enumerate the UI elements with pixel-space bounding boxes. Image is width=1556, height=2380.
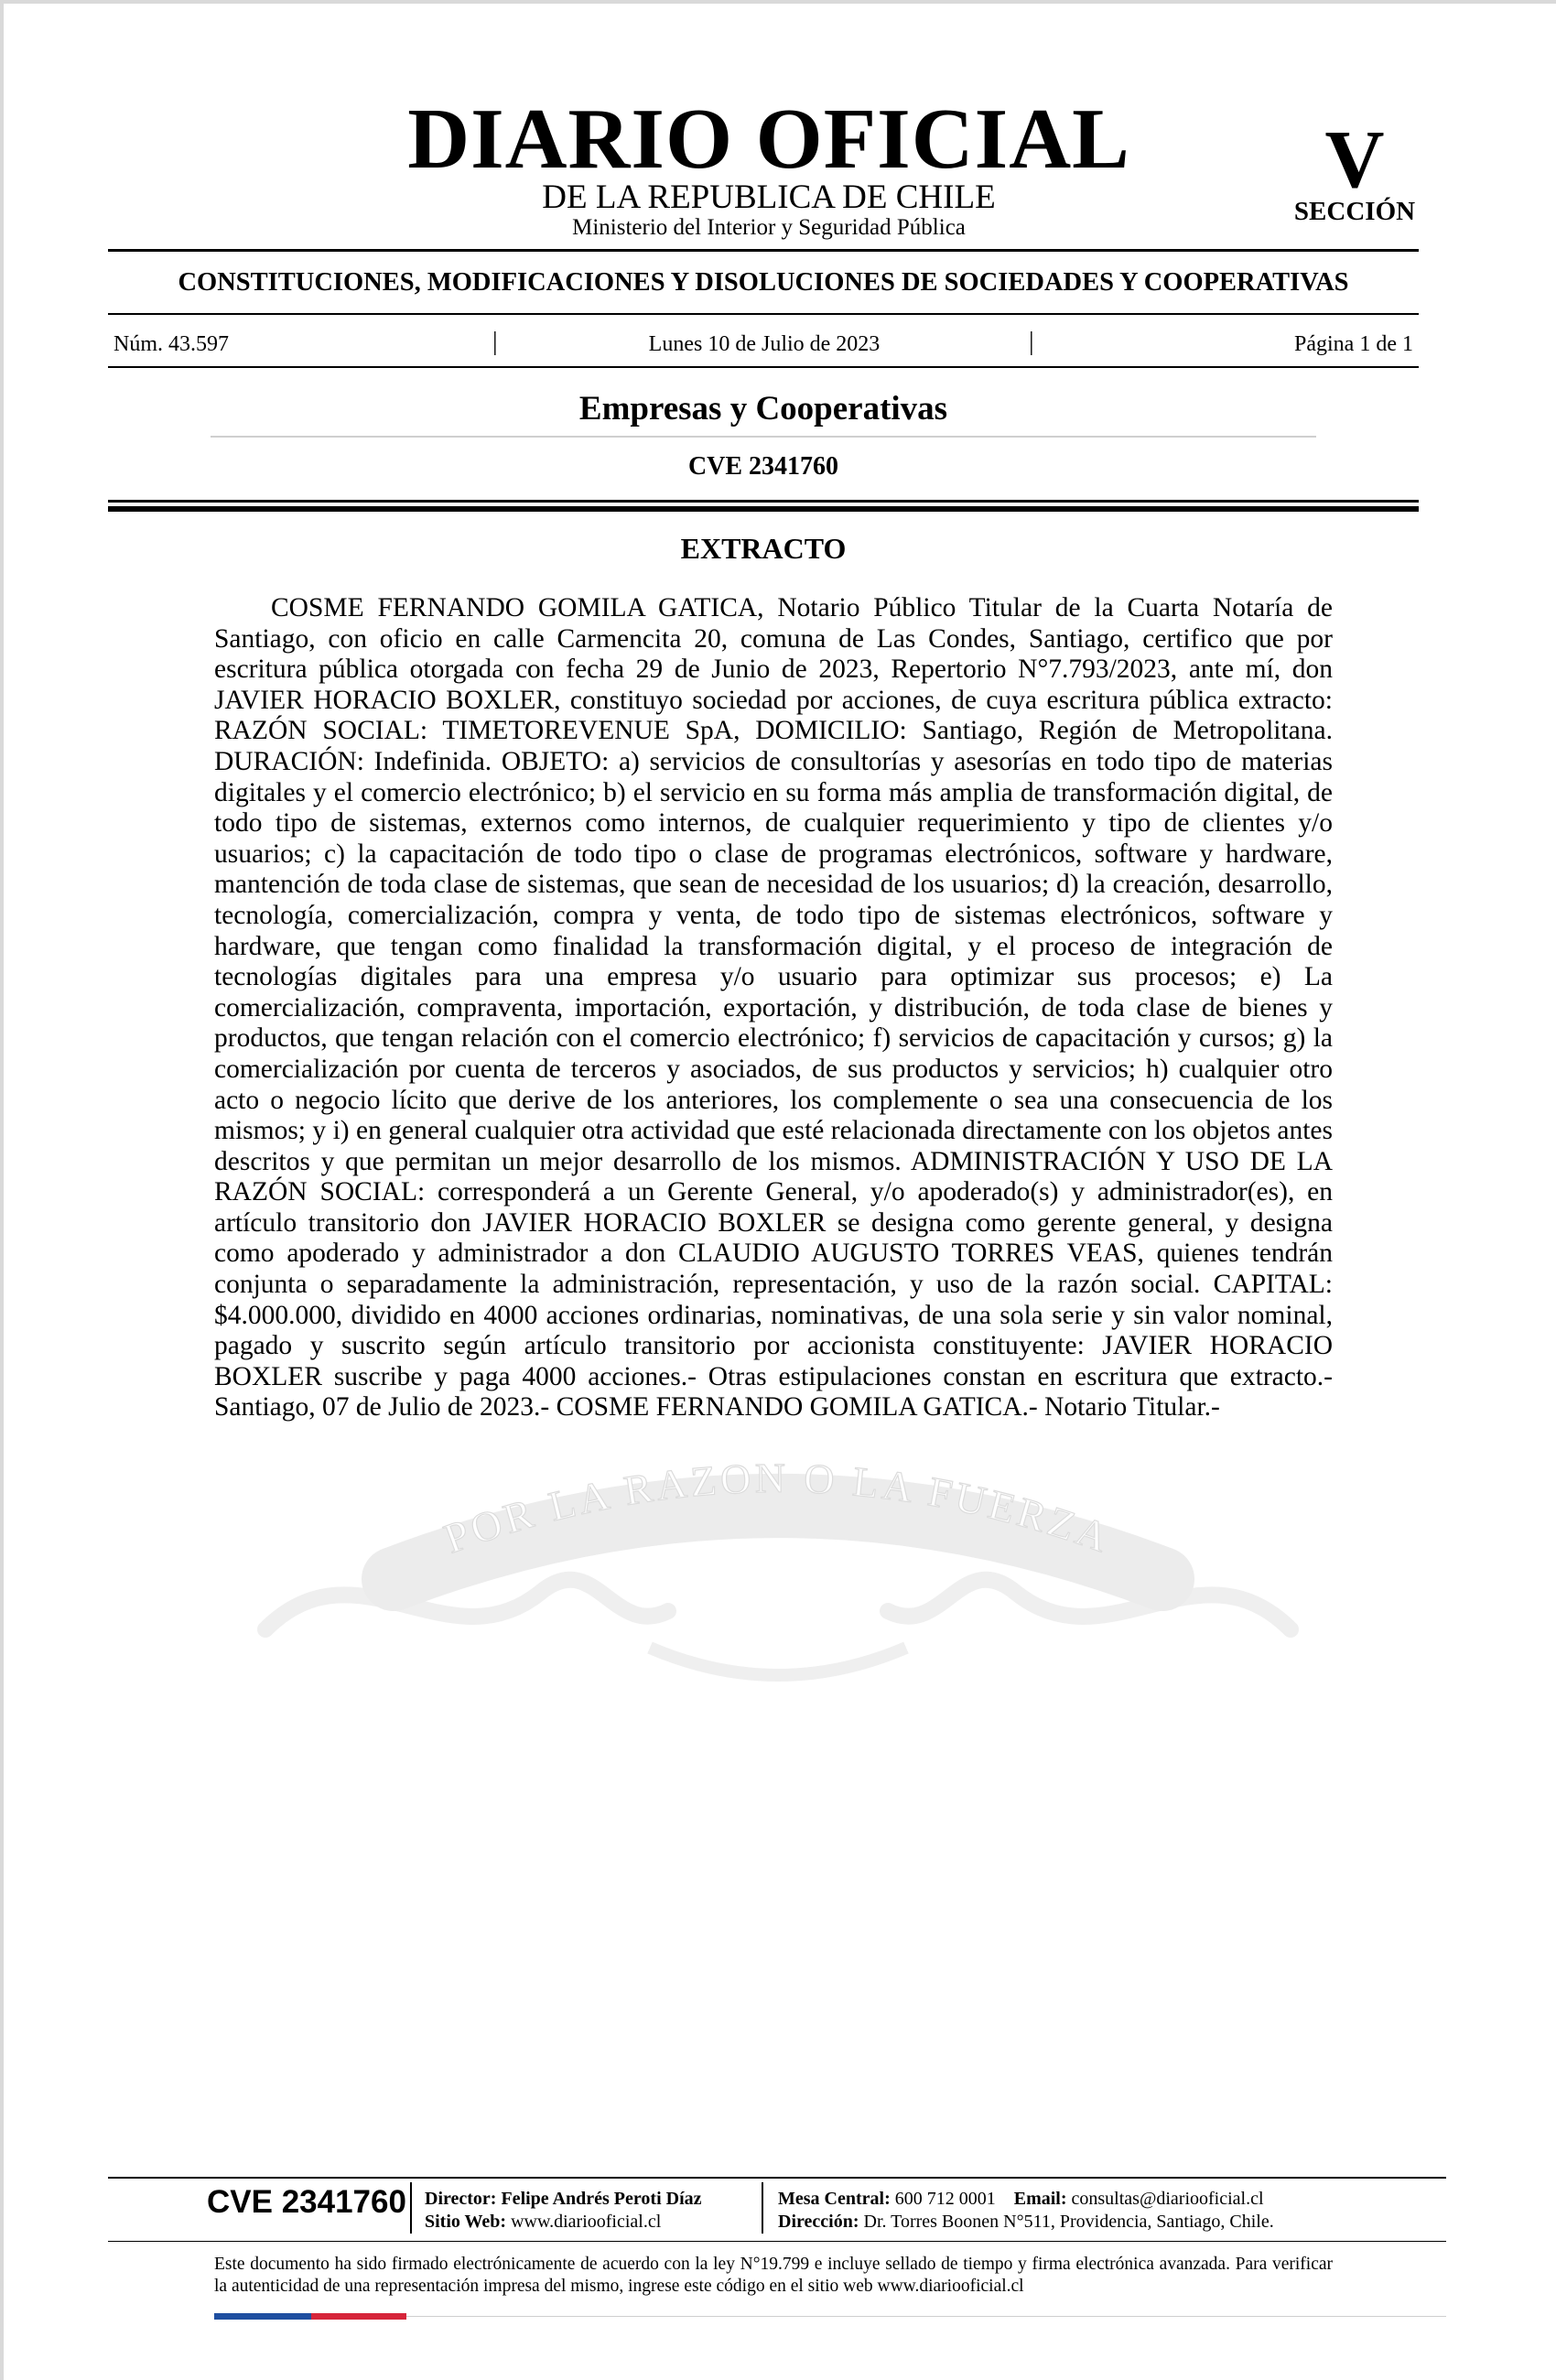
coat-of-arms-watermark <box>211 1428 1345 1703</box>
footer-divider <box>410 2182 412 2234</box>
footer-contact-col <box>778 2188 1274 2234</box>
section-word: SECCIÓN <box>1293 197 1416 226</box>
section-letter: V <box>1324 114 1385 205</box>
issue-separator: | <box>492 328 498 356</box>
masthead-title: DIARIO OFICIAL <box>407 92 1130 187</box>
footer-cve-code: CVE 2341760 <box>207 2184 406 2220</box>
document-body: COSME FERNANDO GOMILA GATICA, Notario Público Titular de la Cuarta Notaría de Santiago, con oficio en calle Carmencita 20, comuna de Las Condes, Santiago, certifico que por escritura pública otorgada con fecha 29 de Junio de 2023, Repertorio N°7.793/2023, ante mí, don JAVIER HORACIO BOXLER, constituyo sociedad por acciones, de cuya escritura pública extracto: RAZÓN SOCIAL: TIMETOREVENUE SpA, DOMICILIO: Santiago, Región de Metropolitana. DURACIÓN: Indefinida. OBJETO: a) servicios de consultorías y asesorías en todo tipo de materias digitales y el comercio electrónico; b) el servicio en su forma más amplia de transformación digital, de todo tipo de sistemas, externos como internos, de cualquier requerimiento y tipo de clientes y/o usuarios; c) la capacitación de todo tipo o clase de programas electrónicos, software y hardware, mantención de toda clase de sistemas, que sean de necesidad de los usuarios; d) la creación, desarrollo, tecnología, comercialización, compra y venta, de todo tipo de sistemas electrónicos, software y hardware, que tengan como finalidad la transformación digital, y el proceso de integración de tecnologías digitales para una empresa y/o usuario para optimizar sus procesos; e) La comercialización, compraventa, importación, exportación, y distribución, de toda clase de bienes y productos, que tengan relación con el comercio electrónico; f) servicios de capacitación y cursos; g) la comercialización por cuenta de terceros y asociados, de sus productos y servicios; h) cualquier otro acto o negocio lícito que derive de los anteriores, los complemente o sea una consecuencia de los mismos; y i) en general cualquier otra actividad que esté relacionada directamente con los objetos antes descritos y que permitan un mejor desarrollo de los mismos. ADMINISTRACIÓN Y USO DE LA RAZÓN SOCIAL: corresponderá a un Gerente General, y/o apoderado(s) y administrador(es), en artículo transitorio don JAVIER HORACIO BOXLER se designa como gerente general, y designa como apoderado y administrador a don CLAUDIO AUGUSTO TORRES VEAS, quienes tendrán conjunta o separadamente la administración, representación, y uso de la razón social. CAPITAL: $4.000.000, dividido en 4000 acciones ordinarias, nominativas, de una sola serie y sin valor nominal, pagado y suscrito según artículo transitorio por accionista constituyente: JAVIER HORACIO BOXLER suscribe y paga 4000 acciones.- Otras estipulaciones constan en escritura que extracto.- Santiago, 07 de Julio de 2023.- COSME FERNANDO GOMILA GATICA.- Notario Titular.- <box>214 593 1333 1423</box>
issue-page: Página 1 de 1 <box>1294 332 1413 356</box>
flag-stripe-red <box>311 2313 406 2320</box>
footer-website: Sitio Web: www.diariooficial.cl <box>425 2212 662 2232</box>
footer-rule-bottom <box>406 2316 1446 2317</box>
footer-divider <box>762 2182 763 2234</box>
category-heading: CONSTITUCIONES, MODIFICACIONES Y DISOLUCIONES DE SOCIEDADES Y COOPERATIVAS <box>178 268 1349 297</box>
page-frame-top <box>0 0 1556 4</box>
footer-website-link[interactable]: www.diariooficial.cl <box>511 2212 662 2232</box>
header-double-rule-bottom <box>108 506 1419 512</box>
footer-director-col <box>425 2188 702 2234</box>
category-rule <box>108 313 1419 315</box>
watermark-motto: POR LA RAZON O LA FUERZA <box>438 1454 1118 1563</box>
flag-stripe-blue <box>214 2313 311 2320</box>
issue-separator: | <box>1029 328 1034 356</box>
footer-director: Director: Felipe Andrés Peroti Díaz <box>425 2189 702 2209</box>
footer-rule-top <box>108 2177 1446 2179</box>
masthead-subtitle: DE LA REPUBLICA DE CHILE <box>542 178 996 216</box>
issue-number: Núm. 43.597 <box>113 332 229 356</box>
footer-legal-notice: Este documento ha sido firmado electrónicamente de acuerdo con la ley N°19.799 e incluye sellado de tiempo y firma electrónica avanzada. Para verificar la autenticidad de una representación impresa del mismo, ingrese este código en el sitio web www.diariooficial.cl <box>214 2255 1333 2296</box>
page-frame-left <box>0 0 4 2380</box>
publication-rule <box>211 436 1316 438</box>
footer-address: Dirección: Dr. Torres Boonen N°511, Providencia, Santiago, Chile. <box>778 2212 1274 2232</box>
info-rule <box>108 366 1419 368</box>
masthead-ministry: Ministerio del Interior y Seguridad Pública <box>572 215 966 240</box>
issue-date: Lunes 10 de Julio de 2023 <box>648 332 881 356</box>
header-double-rule-top <box>108 500 1419 503</box>
cve-code: CVE 2341760 <box>687 452 839 481</box>
publication-heading: Empresas y Cooperativas <box>578 390 948 427</box>
footer-email-link[interactable]: consultas@diariooficial.cl <box>1071 2189 1264 2209</box>
masthead-rule <box>108 249 1419 252</box>
footer-rule-mid <box>108 2241 1446 2242</box>
document-title: EXTRACTO <box>680 532 847 565</box>
footer-phone-email: Mesa Central: 600 712 0001 Email: consultas@diariooficial.cl <box>778 2189 1264 2209</box>
